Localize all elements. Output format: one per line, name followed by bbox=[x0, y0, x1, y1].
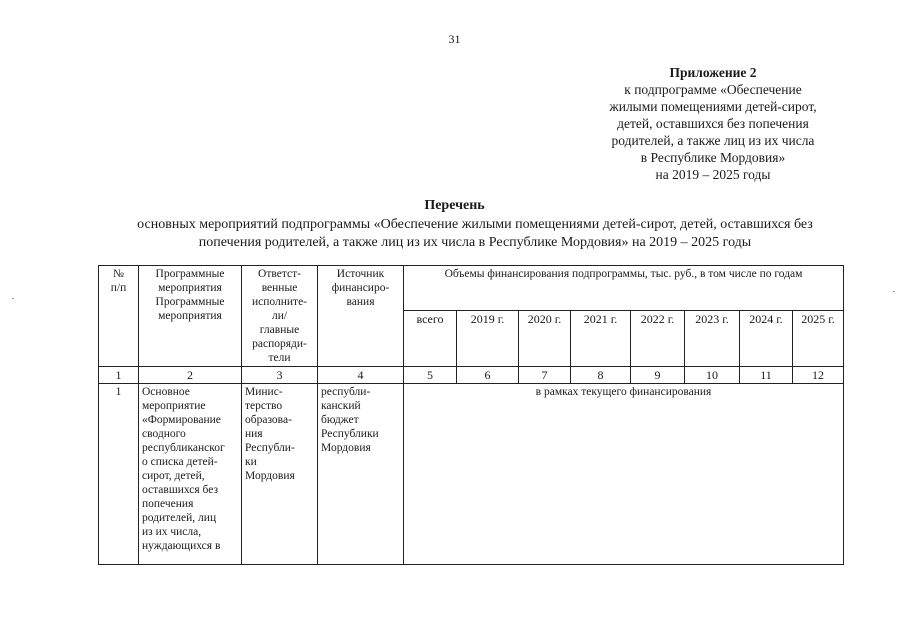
cell-line: «Формирование bbox=[142, 414, 221, 426]
cell-line: Мордовия bbox=[245, 470, 295, 482]
header-text: Ответст- bbox=[258, 268, 301, 280]
column-number: 2 bbox=[139, 367, 242, 384]
scan-mark bbox=[12, 298, 14, 299]
header-year: 2023 г. bbox=[685, 311, 740, 367]
row-program bbox=[139, 384, 242, 565]
cell-line: мероприятие bbox=[142, 400, 206, 412]
cell-line: нуждающихся в bbox=[142, 540, 221, 552]
appendix-line: детей, оставшихся без попечения bbox=[617, 116, 809, 131]
row-num: 1 bbox=[99, 384, 139, 565]
header-text: Программные bbox=[155, 296, 225, 308]
column-number: 11 bbox=[740, 367, 793, 384]
header-num bbox=[99, 266, 139, 367]
header-text: мероприятия bbox=[158, 282, 222, 294]
appendix-block bbox=[588, 64, 838, 183]
header-year: 2024 г. bbox=[740, 311, 793, 367]
column-number: 8 bbox=[571, 367, 631, 384]
header-program bbox=[139, 266, 242, 367]
cell-line: Минис- bbox=[245, 386, 283, 398]
cell-line: попечения bbox=[142, 498, 194, 510]
column-number: 4 bbox=[318, 367, 404, 384]
header-year: 2022 г. bbox=[631, 311, 685, 367]
header-text: мероприятия bbox=[158, 310, 222, 322]
column-number: 5 bbox=[404, 367, 457, 384]
subheading-line: попечения родителей, а также лиц из их числа в Республике Мордовия» на 2019 – 2025 годы bbox=[198, 235, 752, 250]
header-total: всего bbox=[404, 311, 457, 367]
cell-line: Мордовия bbox=[321, 442, 371, 454]
header-text: исполните- bbox=[251, 296, 308, 308]
document-heading: Перечень bbox=[424, 198, 485, 213]
header-text: венные bbox=[261, 282, 298, 294]
measures-table bbox=[98, 265, 844, 565]
cell-line: оставшихся без bbox=[142, 484, 219, 496]
column-number: 12 bbox=[793, 367, 844, 384]
header-text: ли/ bbox=[271, 310, 288, 322]
cell-line: из их числа, bbox=[142, 526, 202, 538]
cell-line: республиканског bbox=[142, 442, 225, 454]
column-number: 1 bbox=[99, 367, 139, 384]
subheading-line: основных мероприятий подпрограммы «Обеспечение жилыми помещениями детей-сирот, детей, оставшихся без bbox=[137, 217, 813, 232]
document-subheading bbox=[90, 216, 860, 252]
header-text: Программные bbox=[155, 268, 225, 280]
cell-line: канский bbox=[321, 400, 361, 412]
header-source bbox=[318, 266, 404, 367]
appendix-line: к подпрограмме «Обеспечение bbox=[624, 82, 802, 97]
scan-mark bbox=[893, 291, 895, 292]
header-text: № bbox=[113, 268, 124, 280]
appendix-line: жилыми помещениями детей-сирот, bbox=[609, 99, 817, 114]
header-text: тели bbox=[268, 352, 291, 364]
header-volumes: Объемы финансирования подпрограммы, тыс. руб., в том числе по годам bbox=[404, 266, 844, 311]
header-year: 2025 г. bbox=[793, 311, 844, 367]
column-number: 6 bbox=[457, 367, 519, 384]
cell-line: Республи- bbox=[245, 442, 295, 454]
cell-line: терство bbox=[245, 400, 283, 412]
appendix-line: на 2019 – 2025 годы bbox=[655, 167, 771, 182]
row-responsible bbox=[242, 384, 318, 565]
header-text: финансиро- bbox=[331, 282, 390, 294]
cell-line: ки bbox=[245, 456, 257, 468]
cell-line: родителей, лиц bbox=[142, 512, 217, 524]
cell-line: образова- bbox=[245, 414, 292, 426]
cell-line: сирот, детей, bbox=[142, 470, 205, 482]
column-number: 3 bbox=[242, 367, 318, 384]
header-row bbox=[99, 266, 844, 311]
header-responsible bbox=[242, 266, 318, 367]
column-number: 9 bbox=[631, 367, 685, 384]
appendix-title: Приложение 2 bbox=[669, 65, 757, 80]
column-number: 7 bbox=[519, 367, 571, 384]
header-year: 2021 г. bbox=[571, 311, 631, 367]
column-numbers-row bbox=[99, 367, 844, 384]
appendix-line: родителей, а также лиц из их числа bbox=[611, 133, 815, 148]
cell-line: ния bbox=[245, 428, 263, 440]
header-text: Источник bbox=[336, 268, 385, 280]
cell-line: Основное bbox=[142, 386, 190, 398]
row-source bbox=[318, 384, 404, 565]
header-text: главные bbox=[259, 324, 300, 336]
appendix-line: в Республике Мордовия» bbox=[640, 150, 786, 165]
header-text: распоряди- bbox=[252, 338, 307, 350]
header-text: п/п bbox=[110, 282, 127, 294]
header-text: вания bbox=[346, 296, 375, 308]
cell-line: сводного bbox=[142, 428, 186, 440]
table-row bbox=[99, 384, 844, 565]
cell-line: о списка детей- bbox=[142, 456, 218, 468]
header-year: 2020 г. bbox=[519, 311, 571, 367]
header-year: 2019 г. bbox=[457, 311, 519, 367]
cell-line: республи- bbox=[321, 386, 371, 398]
page-number: 31 bbox=[448, 32, 461, 46]
column-number: 10 bbox=[685, 367, 740, 384]
cell-line: бюджет bbox=[321, 414, 359, 426]
cell-line: Республики bbox=[321, 428, 379, 440]
row-financing: в рамках текущего финансирования bbox=[404, 384, 844, 565]
